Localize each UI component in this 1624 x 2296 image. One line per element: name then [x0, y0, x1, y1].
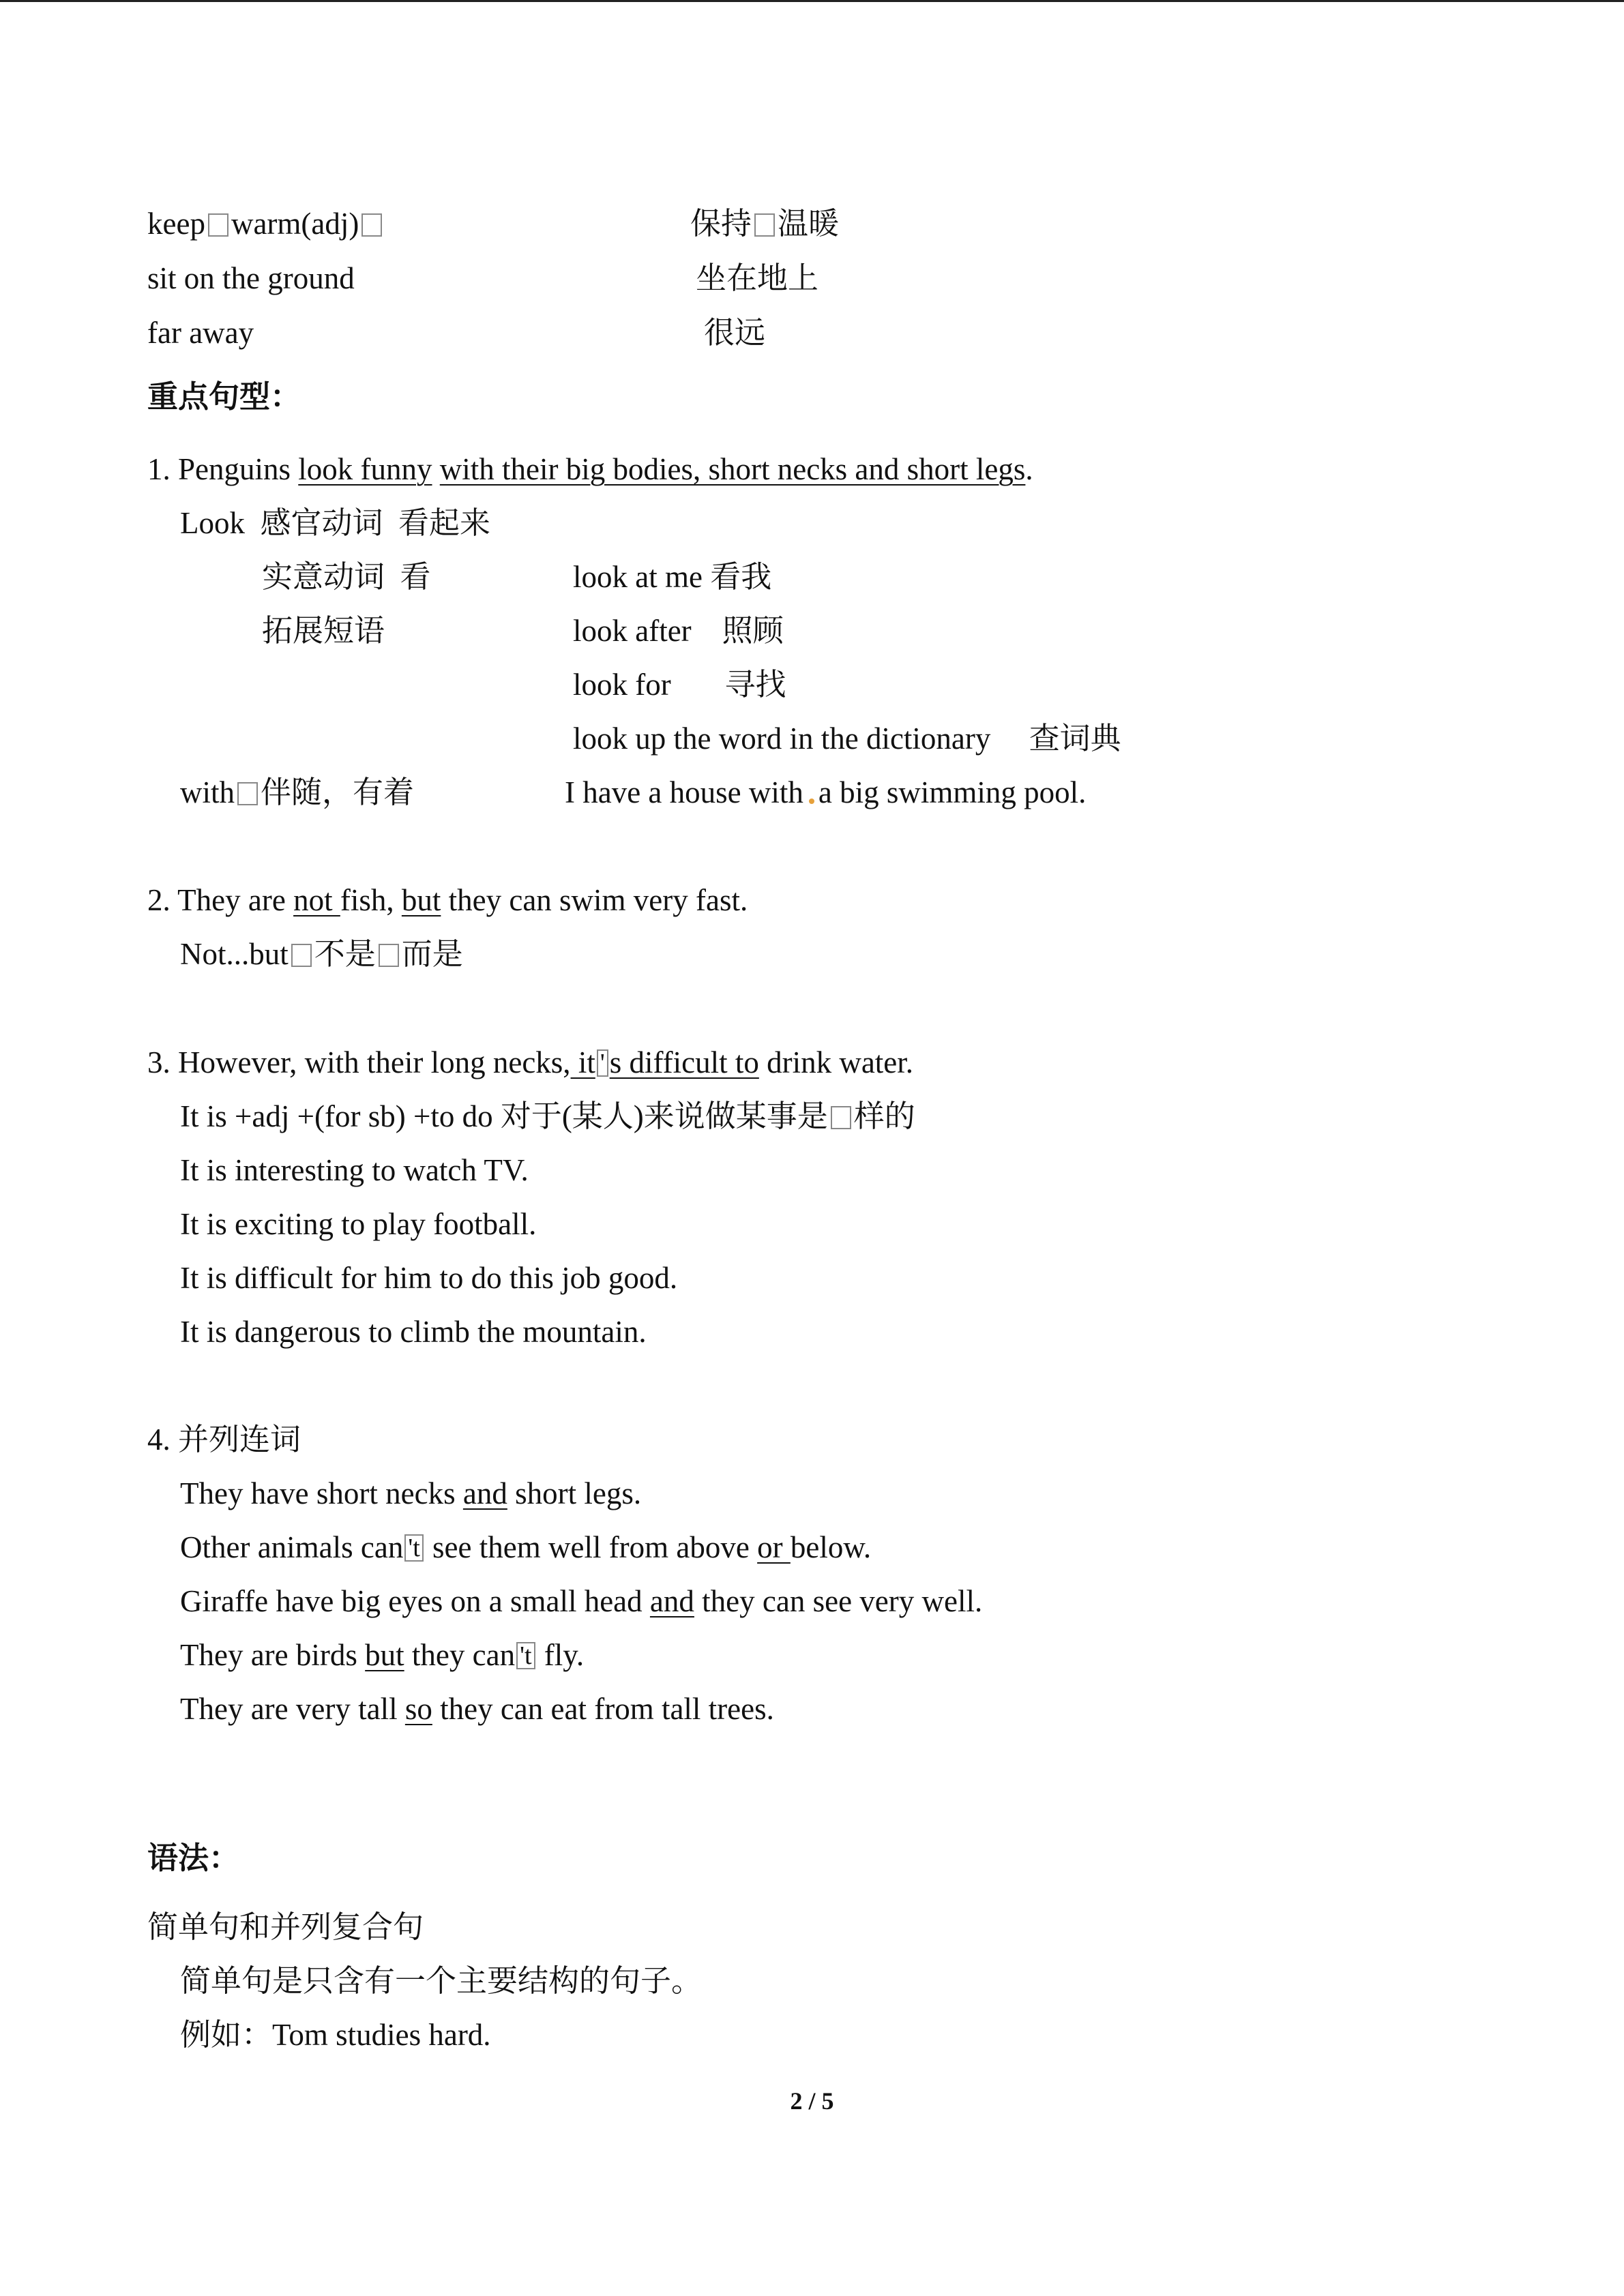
not-but-note: Not...but 不是 而是 [180, 937, 463, 971]
missing-glyph-box [379, 944, 399, 967]
missing-glyph-box [237, 782, 258, 805]
vocab-zh-3: 很远 [704, 316, 766, 350]
vocab-zh-1: 保持 温暖 [690, 207, 840, 241]
grammar-example: 例如：Tom studies hard. [180, 2018, 491, 2052]
it-is-pattern: It is +adj +(for sb) +to do 对于(某人)来说做某事是 样的 [180, 1099, 915, 1133]
top-border [0, 0, 1624, 2]
look-for-phrase: look for 寻找 [573, 668, 786, 702]
apostrophe-glyph: 't [516, 1642, 535, 1669]
missing-glyph-box [754, 213, 775, 237]
sentence-1: 1. Penguins look funny with their big bodies, short necks and short legs. [147, 452, 1033, 486]
missing-glyph-box [361, 213, 382, 237]
grammar-subheading: 简单句和并列复合句 [147, 1910, 424, 1944]
look-line: Look 感官动词 看起来 [180, 506, 491, 540]
apostrophe-glyph: ' [597, 1049, 608, 1077]
conjunction-example: They are very tall so they can eat from tall trees. [180, 1692, 774, 1726]
real-verb: 实意动词 看 [262, 560, 431, 594]
heading-grammar: 语法： [147, 1841, 240, 1875]
conjunction-example: They have short necks and short legs. [180, 1476, 642, 1510]
vocab-en-1: keep warm(adj) [147, 203, 385, 244]
sentence-2: 2. They are not fish, but they can swim very fast. [147, 883, 748, 917]
with-note: with 伴随，有着 [180, 775, 415, 809]
example-line: It is interesting to watch TV. [180, 1153, 529, 1187]
with-example: I have a house with a big swimming pool. [565, 775, 1087, 809]
page-number: 2 / 5 [790, 2087, 834, 2115]
grammar-definition: 简单句是只含有一个主要结构的句子。 [180, 1964, 703, 1998]
conjunction-example: Other animals can 't see them well from above or below. [180, 1530, 872, 1564]
look-at-phrase: look at me 看我 [573, 560, 772, 594]
missing-glyph-box [291, 944, 312, 967]
vocab-en-3: far away [147, 316, 254, 350]
conjunction-example: They are birds but they can 't fly. [180, 1638, 585, 1672]
example-line: It is difficult for him to do this job good. [180, 1261, 678, 1295]
look-after-phrase: look after 照顾 [573, 614, 784, 648]
heading-key-sentences: 重点句型： [147, 380, 301, 414]
missing-glyph-box [831, 1106, 851, 1129]
conjunction-example: Giraffe have big eyes on a small head and they can see very well. [180, 1584, 983, 1618]
look-up-phrase: look up the word in the dictionary 查词典 [573, 721, 1121, 756]
vocab-zh-2: 坐在地上 [696, 261, 819, 295]
vocab-en-2: sit on the ground [147, 261, 355, 295]
sentence-3: 3. However, with their long necks, it ' s difficult to drink water. [147, 1045, 914, 1079]
annotation-dot [809, 799, 814, 804]
sentence-4-title: 4. 并列连词 [147, 1422, 301, 1457]
example-line: It is dangerous to climb the mountain. [180, 1315, 647, 1349]
missing-glyph-box [208, 213, 228, 237]
example-line: It is exciting to play football. [180, 1207, 537, 1241]
apostrophe-glyph: 't [404, 1534, 423, 1562]
extension-label: 拓展短语 [262, 614, 385, 648]
